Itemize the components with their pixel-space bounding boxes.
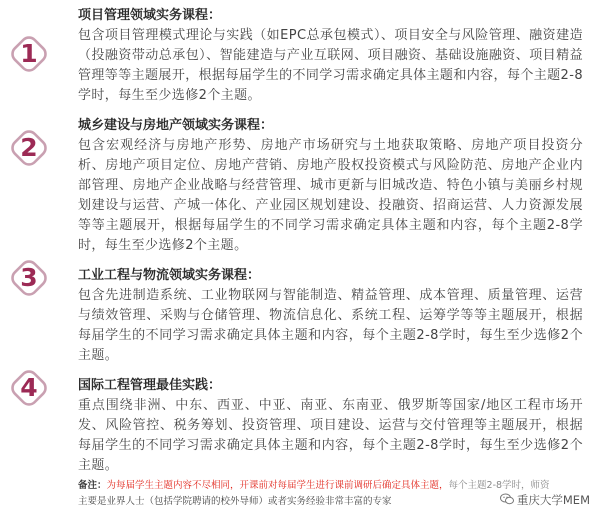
badge-number: 4 (20, 373, 38, 402)
course-description: 重点围绕非洲、中东、西亚、中亚、南亚、东南亚、俄罗斯等国家/地区工程市场开发、风险管控、税务筹划、投资管理、项目建设、运营与交付管理等主题展开，根据每届学生的不同学习需求确定具体主题和内容，每个主题2-8学时，每生至少选修2个主题。 (78, 398, 583, 473)
course-description: 包含先进制造系统、工业物联网与智能制造、精益管理、成本管理、质量管理、运营与绩效管理、采购与仓储管理、物流信息化、系统工程、运筹学等等主题展开，根据每届学生的不同学习需求确定具体主题和内容，每个主题2-8学时，每生至少选修2个主题。 (78, 288, 583, 363)
course-title: 工业工程与物流领域实务课程： (78, 268, 261, 283)
course-title: 国际工程管理最佳实践： (78, 378, 222, 393)
course-item-2 (0, 116, 600, 256)
badge-number: 2 (20, 133, 38, 162)
number-badge (5, 30, 53, 78)
watermark (498, 492, 592, 508)
number-badge (5, 254, 53, 302)
course-title: 城乡建设与房地产领域实务课程： (78, 118, 274, 133)
watermark-text: 重庆大学MEM (516, 493, 590, 507)
badge-number: 3 (20, 263, 38, 292)
course-item-3 (0, 263, 600, 366)
course-description: 包含宏观经济与房地产形势、房地产市场研究与土地获取策略、房地产项目投资分析、房地产项目定位、房地产营销、房地产股权投资模式与风险防范、房地产企业内部管理、房地产企业战略与经营管理、城市更新与旧城改造、特色小镇与美丽乡村规划建设与运营、产城一体化、产业园区规划建设、投融资、招商运营、人力资源发展等等主题展开，根据每届学生的不同学习需求确定具体主题和内容，每个主题2-8学时，每生至少选修2个主题。 (78, 138, 583, 253)
footnote-highlight: 为每届学生主题内容不尽相同，开课前对每届学生进行课前调研后确定具体主题， (106, 480, 449, 491)
course-title: 项目管理领域实务课程： (78, 8, 222, 23)
badge-number: 1 (20, 39, 38, 68)
wechat-icon (500, 493, 514, 505)
footnote-label: 备注： (78, 480, 107, 491)
course-item-4 (0, 373, 600, 476)
footnote-rest: 每个主题2-8学时，师资 (448, 480, 550, 491)
number-badge (5, 124, 53, 172)
footnote-line-2: 主要是业界人士（包括学院聘请的校外导师）或者实务经验非常丰富的专家 (78, 496, 392, 507)
course-item-1 (0, 6, 600, 106)
number-badge (5, 364, 53, 412)
course-description: 包含项目管理模式理论与实践（如EPC总承包模式）、项目安全与风险管理、融资建造（投融资带动总承包）、智能建造与产业互联网、项目融资、基础设施融资、项目精益管理等等主题展开，根据每届学生的不同学习需求确定具体主题和内容，每个主题2-8学时，每生至少选修2个主题。 (78, 28, 583, 103)
